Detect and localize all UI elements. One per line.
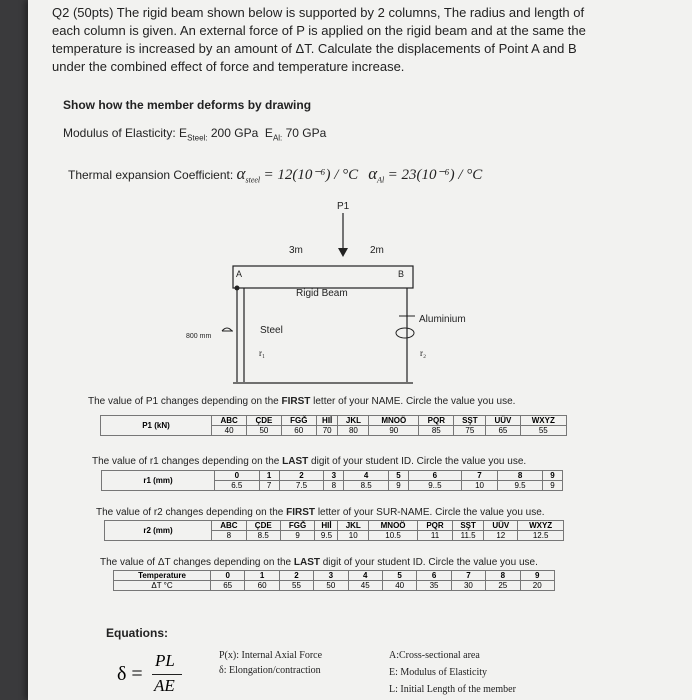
table-cell: HIİ <box>316 416 338 426</box>
modulus-steel-value: 200 GPa <box>210 126 259 140</box>
thermal-label: Thermal expansion Coefficient: <box>68 168 234 182</box>
table-cell: FGĞ <box>281 416 316 426</box>
table-cell: LAST <box>282 456 309 467</box>
alpha-al-symbol: α <box>368 164 378 183</box>
formula-numerator: PL <box>155 651 175 670</box>
dt-caption <box>100 557 538 568</box>
distance-left-label: 3m <box>289 245 303 256</box>
modulus-al-sub: Al: <box>272 133 283 143</box>
table-cell: FIRST <box>281 396 311 407</box>
table-cell: 45 <box>348 581 382 591</box>
table-cell: The value of P1 changes depending on the <box>88 396 282 407</box>
table-cell: MNOÖ <box>369 416 419 426</box>
modulus-al-prefix: E <box>264 126 273 140</box>
length-definition: L: Initial Length of the member <box>389 684 516 695</box>
table-cell: 55 <box>520 426 566 436</box>
table-cell: 4 <box>344 471 389 481</box>
table-cell: 65 <box>211 581 245 591</box>
rigid-beam <box>233 266 413 288</box>
table-cell: 7 <box>259 481 279 491</box>
modulus-definition: E: Modulus of Elasticity <box>389 667 488 678</box>
table-cell: 3 <box>314 571 348 581</box>
table-cell: 60 <box>245 581 279 591</box>
table-cell: The value of r1 changes depending on the <box>92 456 283 467</box>
question-text: Q2 (50pts) The rigid beam shown below is supported by 2 columns, The radius and length of each column is given. An external force of P is applied on the rigid beam and at the same the temperature is increased by an amount of ΔT. Calculate the displacements of Point A and B under the combined effect of force and temperature increase. <box>52 5 586 74</box>
table-cell: letter of your NAME. Circle the value you use. <box>310 396 516 407</box>
table-cell: PQR <box>419 416 454 426</box>
table-cell: 65 <box>486 426 520 436</box>
table-cell: 1 <box>259 471 279 481</box>
r1-row-label: r1 (mm) <box>102 471 215 491</box>
table-cell: 25 <box>486 581 520 591</box>
table-cell: FGĞ <box>280 521 315 531</box>
alpha-steel-symbol: α <box>236 164 246 183</box>
table-cell: 9 <box>280 531 315 541</box>
table-cell: 8 <box>486 571 520 581</box>
area-definition: A:Cross-sectional area <box>389 650 480 661</box>
r1-caption <box>92 456 526 467</box>
distance-right-label: 2m <box>370 245 384 256</box>
table-cell: 5 <box>382 571 416 581</box>
force-arrow-head <box>338 248 348 257</box>
r2-label: r₂ <box>420 348 427 358</box>
table-cell: letter of your SUR-NAME. Circle the value you use. <box>315 507 545 518</box>
table-cell: ÇDE <box>246 521 280 531</box>
point-a-marker <box>235 286 240 291</box>
table-cell: 60 <box>281 426 316 436</box>
px-definition: P(x): Internal Axial Force <box>219 650 323 661</box>
table-cell: HIİ <box>315 521 338 531</box>
table-cell: LAST <box>293 557 320 568</box>
table-cell: 80 <box>338 426 369 436</box>
aluminium-label: Aluminium <box>419 314 466 325</box>
table-cell: The value of r2 changes depending on the <box>96 507 287 518</box>
table-cell: 40 <box>212 426 247 436</box>
column-length-label: 800 mm <box>186 333 212 340</box>
dt-row-label-bottom: ΔT °C <box>114 581 211 591</box>
table-cell: ABC <box>212 416 247 426</box>
table-cell: ABC <box>212 521 247 531</box>
table-cell: 2 <box>279 571 313 581</box>
table-cell: 40 <box>382 581 416 591</box>
table-cell: 6.5 <box>215 481 260 491</box>
table-cell: UÜV <box>486 416 520 426</box>
modulus-steel-sub: Steel: <box>187 133 208 143</box>
table-cell: 90 <box>369 426 419 436</box>
dt-row-label-top: Temperature <box>114 571 211 581</box>
table-cell: 9 <box>520 571 554 581</box>
table-cell: 10.5 <box>369 531 418 541</box>
table-cell: 7.5 <box>279 481 324 491</box>
table-cell: 8 <box>212 531 247 541</box>
table-cell: 70 <box>316 426 338 436</box>
table-cell: 12.5 <box>518 531 564 541</box>
table-cell: 7 <box>461 471 497 481</box>
point-a-label: A <box>236 269 243 279</box>
alpha-al-sub: Al <box>377 175 385 185</box>
table-cell: 0 <box>215 471 260 481</box>
table-cell: 0 <box>211 571 245 581</box>
table-cell: The value of ΔT changes depending on the <box>100 557 294 568</box>
table-cell: 1 <box>245 571 279 581</box>
table-cell: PQR <box>418 521 453 531</box>
table-cell: 50 <box>247 426 281 436</box>
table-cell: 9..5 <box>409 481 462 491</box>
table-cell: 11.5 <box>452 531 483 541</box>
table-cell: 20 <box>520 581 554 591</box>
point-b-label: B <box>398 269 405 279</box>
table-cell: 8.5 <box>344 481 389 491</box>
table-cell: 30 <box>451 581 485 591</box>
force-label: P1 <box>337 201 350 212</box>
table-cell: JKL <box>338 416 369 426</box>
table-cell: JKL <box>338 521 369 531</box>
table-cell: 9 <box>388 481 408 491</box>
table-cell: 35 <box>417 581 451 591</box>
table-cell: 6 <box>417 571 451 581</box>
table-cell: digit of your student ID. Circle the value you use. <box>308 456 527 467</box>
table-cell: 12 <box>484 531 518 541</box>
table-cell: 8 <box>498 471 543 481</box>
equations-heading: Equations: <box>106 626 168 640</box>
table-cell: 5 <box>388 471 408 481</box>
formula-denominator: AE <box>154 676 175 695</box>
table-cell: 3 <box>324 471 344 481</box>
table-cell: 6 <box>409 471 462 481</box>
drawing-instruction: Show how the member deforms by drawing <box>63 98 312 112</box>
r1-label: r₁ <box>259 348 266 358</box>
table-cell: 4 <box>348 571 382 581</box>
r1-table <box>101 470 563 491</box>
p1-caption <box>88 396 515 407</box>
table-cell: 2 <box>279 471 324 481</box>
steel-label: Steel <box>260 325 283 336</box>
table-cell: 9.5 <box>315 531 338 541</box>
table-cell: 11 <box>418 531 453 541</box>
table-cell: MNOÖ <box>369 521 418 531</box>
table-cell: digit of your student ID. Circle the value you use. <box>319 557 538 568</box>
r2-row-label: r2 (mm) <box>105 521 212 541</box>
table-cell: 8.5 <box>246 531 280 541</box>
table-cell: SŞT <box>452 521 483 531</box>
table-cell: WXYZ <box>518 521 564 531</box>
table-cell: UÜV <box>484 521 518 531</box>
aluminium-section-icon <box>396 328 414 338</box>
fraction-bar <box>152 674 182 675</box>
alpha-al-value: = 23(10⁻⁶) / °C <box>387 167 483 183</box>
alpha-steel-sub: steel <box>245 175 261 185</box>
table-cell: 9.5 <box>498 481 543 491</box>
table-cell: 9 <box>542 471 562 481</box>
r2-caption <box>96 507 545 518</box>
alpha-steel-value: = 12(10⁻⁶) / °C <box>263 167 359 183</box>
dt-table <box>113 570 555 591</box>
delta-definition: δ: Elongation/contraction <box>219 665 321 676</box>
table-cell: 10 <box>338 531 369 541</box>
table-cell: SŞT <box>454 416 486 426</box>
modulus-al-value: 70 GPa <box>285 126 327 140</box>
delta-symbol: δ = <box>117 663 143 685</box>
table-cell: 55 <box>279 581 313 591</box>
table-cell: 85 <box>419 426 454 436</box>
table-cell: 10 <box>461 481 497 491</box>
table-cell: 8 <box>324 481 344 491</box>
p1-table <box>100 415 567 436</box>
table-cell: 75 <box>454 426 486 436</box>
table-cell: 50 <box>314 581 348 591</box>
p1-row-label: P1 (kN) <box>101 416 212 436</box>
beam-label: Rigid Beam <box>296 288 348 299</box>
table-cell: WXYZ <box>520 416 566 426</box>
table-cell: 9 <box>542 481 562 491</box>
table-cell: 7 <box>451 571 485 581</box>
r2-table <box>104 520 564 541</box>
table-cell: FIRST <box>286 507 316 518</box>
modulus-label: Modulus of Elasticity: E <box>63 126 188 140</box>
table-cell: ÇDE <box>247 416 281 426</box>
